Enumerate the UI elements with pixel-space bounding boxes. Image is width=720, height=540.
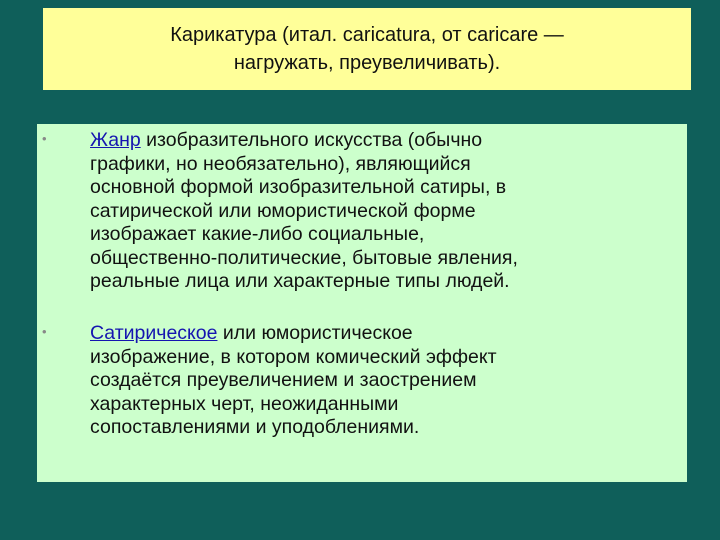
definition-first-line bbox=[90, 322, 680, 346]
bullet-icon: • bbox=[42, 324, 47, 339]
title-line-2: нагружать, преувеличивать). bbox=[233, 52, 501, 74]
first-line-rest: или юмористическое bbox=[217, 322, 413, 344]
text-line: реальные лица или характерные типы людей. bbox=[90, 270, 510, 292]
text-line: основной формой изобразительной сатиры, в bbox=[90, 176, 507, 198]
text-line: сопоставлениями и уподоблениями. bbox=[90, 416, 420, 438]
satirical-link[interactable]: Сатирическое bbox=[90, 322, 218, 344]
text-line: графики, но необязательно), являющийся bbox=[90, 152, 471, 175]
first-line-rest: изобразительного искусства (обычно bbox=[140, 129, 483, 151]
text-line: общественно-политические, бытовые явления, bbox=[90, 246, 518, 269]
text-line: изображает какие-либо социальные, bbox=[90, 223, 425, 245]
bullet-icon: • bbox=[42, 131, 47, 146]
slide-title bbox=[43, 8, 691, 90]
definition-text bbox=[90, 322, 680, 440]
text-line: характерных черт, неожиданными bbox=[90, 392, 399, 415]
text-line: сатирической или юмористической форме bbox=[90, 199, 476, 222]
text-line: изображение, в котором комический эффект bbox=[90, 345, 497, 368]
definition-first-line bbox=[90, 129, 680, 153]
text-line: создаётся преувеличением и заострением bbox=[90, 369, 477, 391]
definition-text bbox=[90, 129, 680, 294]
genre-link[interactable]: Жанр bbox=[90, 129, 141, 151]
title-line-1: Карикатура (итал. caricatura, от caricare — bbox=[170, 24, 564, 46]
definition-panel bbox=[37, 124, 687, 482]
